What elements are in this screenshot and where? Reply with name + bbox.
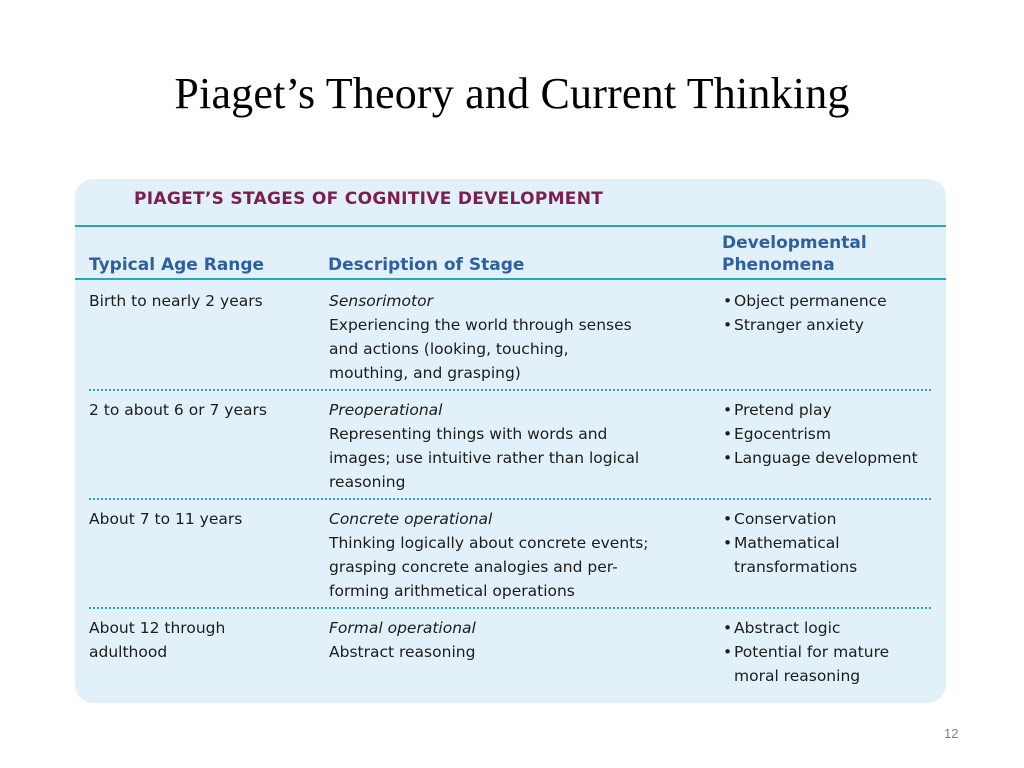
bullet-icon: • bbox=[723, 619, 733, 637]
bullet-icon: • bbox=[723, 534, 733, 552]
age-range-line: About 12 through bbox=[89, 619, 226, 637]
bullet-icon: • bbox=[723, 510, 733, 528]
description-line: Abstract reasoning bbox=[329, 643, 476, 661]
phenomenon-item bbox=[723, 446, 938, 470]
row-divider bbox=[89, 607, 931, 609]
phenomenon-text: Abstract logic bbox=[734, 619, 841, 637]
phenomenon-text: Potential for mature bbox=[734, 643, 890, 661]
description-line: grasping concrete analogies and per- bbox=[329, 558, 618, 576]
phenomenon-item bbox=[723, 422, 938, 446]
stage-name: Formal operational bbox=[329, 619, 476, 637]
bullet-icon: • bbox=[723, 425, 733, 443]
column-header-phenomena-line1: Developmental bbox=[722, 233, 867, 253]
bullet-icon: • bbox=[723, 401, 733, 419]
phenomenon-item bbox=[723, 640, 938, 688]
table-heading: PIAGET’S STAGES OF COGNITIVE DEVELOPMENT bbox=[134, 189, 604, 209]
header-divider bbox=[75, 278, 946, 280]
age-range-line: About 7 to 11 years bbox=[89, 510, 243, 528]
description-line: and actions (looking, touching, bbox=[329, 340, 569, 358]
phenomena-cell bbox=[723, 616, 938, 688]
phenomenon-text: Stranger anxiety bbox=[734, 316, 864, 334]
description-line: Thinking logically about concrete events; bbox=[329, 534, 649, 552]
column-header-phenomena-line2: Phenomena bbox=[722, 255, 835, 275]
description-cell bbox=[329, 616, 699, 664]
column-header-description: Description of Stage bbox=[328, 255, 525, 275]
bullet-icon: • bbox=[723, 316, 733, 334]
description-cell bbox=[329, 507, 699, 603]
phenomenon-text: Mathematical bbox=[734, 534, 840, 552]
phenomenon-text: Object permanence bbox=[734, 292, 887, 310]
description-line: reasoning bbox=[329, 473, 406, 491]
phenomena-cell bbox=[723, 398, 938, 470]
age-range-line: adulthood bbox=[89, 643, 168, 661]
column-header-phenomena bbox=[722, 232, 892, 276]
description-line: Representing things with words and bbox=[329, 425, 608, 443]
bullet-icon: • bbox=[723, 292, 733, 310]
heading-divider bbox=[75, 225, 946, 227]
bullet-icon: • bbox=[723, 449, 733, 467]
description-cell bbox=[329, 289, 699, 385]
description-line: forming arithmetical operations bbox=[329, 582, 575, 600]
age-range-cell bbox=[89, 398, 309, 422]
phenomenon-text: Conservation bbox=[734, 510, 837, 528]
age-range-cell bbox=[89, 616, 309, 664]
age-range-cell bbox=[89, 289, 309, 313]
bullet-icon: • bbox=[723, 643, 733, 661]
column-header-age: Typical Age Range bbox=[89, 255, 265, 275]
age-range-line: 2 to about 6 or 7 years bbox=[89, 401, 267, 419]
stage-name: Concrete operational bbox=[329, 510, 493, 528]
description-line: mouthing, and grasping) bbox=[329, 364, 521, 382]
phenomenon-text: Pretend play bbox=[734, 401, 832, 419]
phenomenon-item bbox=[723, 313, 938, 337]
description-cell bbox=[329, 398, 699, 494]
row-divider bbox=[89, 498, 931, 500]
page-number: 12 bbox=[944, 726, 959, 741]
age-range-cell bbox=[89, 507, 309, 531]
phenomenon-item bbox=[723, 398, 938, 422]
row-divider bbox=[89, 389, 931, 391]
phenomena-cell bbox=[723, 507, 938, 579]
phenomenon-text: Language development bbox=[734, 449, 918, 467]
phenomenon-text: transformations bbox=[734, 558, 858, 576]
stage-name: Preoperational bbox=[329, 401, 443, 419]
stage-name: Sensorimotor bbox=[329, 292, 433, 310]
phenomenon-text: Egocentrism bbox=[734, 425, 831, 443]
description-line: Experiencing the world through senses bbox=[329, 316, 632, 334]
description-line: images; use intuitive rather than logical bbox=[329, 449, 640, 467]
phenomenon-item bbox=[723, 507, 938, 531]
phenomenon-item bbox=[723, 289, 938, 313]
phenomena-cell bbox=[723, 289, 938, 337]
age-range-line: Birth to nearly 2 years bbox=[89, 292, 263, 310]
stages-table-panel bbox=[75, 179, 946, 703]
phenomenon-text: moral reasoning bbox=[734, 667, 861, 685]
phenomenon-item bbox=[723, 616, 938, 640]
slide-title: Piaget’s Theory and Current Thinking bbox=[174, 69, 850, 118]
phenomenon-item bbox=[723, 531, 938, 579]
